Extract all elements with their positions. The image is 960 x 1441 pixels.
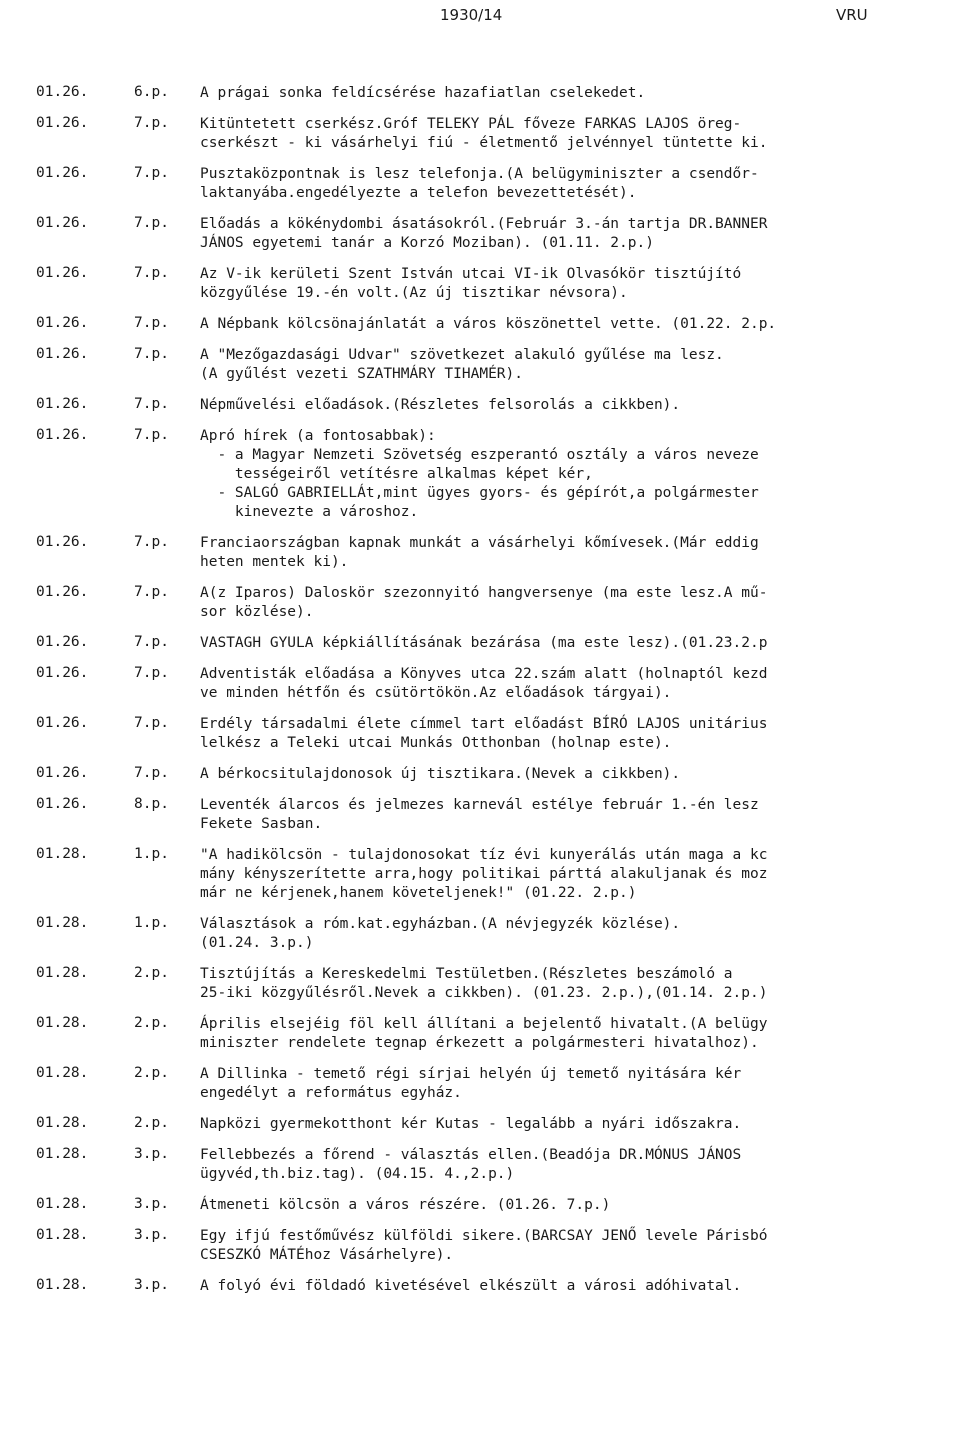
entry-date: 01.26. <box>36 215 89 231</box>
entry-date: 01.28. <box>36 1146 89 1162</box>
list-item <box>0 115 960 153</box>
entry-text: Egy ifjú festőművész külföldi sikere.(BARCSAY JENŐ levele Párisbó CSESZKÓ MÁTÉhoz Vásárhelyre). <box>200 1228 768 1263</box>
entry-text: Fellebbezés a főrend - választás ellen.(Beadója DR.MÓNUS JÁNOS ügyvéd,th.biz.tag). (04.15. 4.,2.p.) <box>200 1147 742 1182</box>
entry-text: Leventék álarcos és jelmezes karnevál estélye február 1.-én lesz Fekete Sasban. <box>200 797 759 832</box>
entry-date: 01.26. <box>36 796 89 812</box>
entry-page: 7.p. <box>134 715 169 731</box>
entry-text: A prágai sonka feldícsérése hazafiatlan cselekedet. <box>200 85 646 101</box>
list-item <box>0 165 960 203</box>
entry-date: 01.26. <box>36 165 89 181</box>
entry-text: Előadás a kökénydombi ásatásokról.(Február 3.-án tartja DR.BANNER JÁNOS egyetemi tanár a Korzó Moziban). (01.11. 2.p.) <box>200 216 768 251</box>
entry-page: 8.p. <box>134 796 169 812</box>
list-item <box>0 346 960 384</box>
entry-text: Apró hírek (a fontosabbak): - a Magyar Nemzeti Szövetség eszperantó osztály a város neveze tességeiről vetítésre alkalmas képet kér, - SALGÓ GABRIELLÁt,mint ügyes gyors- és gépírót,a polgármester kinevezte a városhoz. <box>200 428 759 520</box>
entry-date: 01.28. <box>36 1115 89 1131</box>
list-item <box>0 396 960 415</box>
entry-page: 2.p. <box>134 1115 169 1131</box>
list-item <box>0 1196 960 1215</box>
list-item <box>0 665 960 703</box>
entry-text: Április elsejéig föl kell állítani a bejelentő hivatalt.(A belügy miniszter rendelete tegnap érkezett a polgármesteri hivatalhoz). <box>200 1016 768 1051</box>
entry-page: 3.p. <box>134 1227 169 1243</box>
entry-page: 2.p. <box>134 1015 169 1031</box>
entry-page: 7.p. <box>134 346 169 362</box>
entry-date: 01.28. <box>36 1015 89 1031</box>
list-item <box>0 534 960 572</box>
entry-date: 01.28. <box>36 1196 89 1212</box>
entry-date: 01.26. <box>36 427 89 443</box>
entry-page: 7.p. <box>134 584 169 600</box>
entry-page: 1.p. <box>134 846 169 862</box>
entry-date: 01.26. <box>36 84 89 100</box>
list-item <box>0 84 960 103</box>
entry-text: Kitüntetett cserkész.Gróf TELEKY PÁL főveze FARKAS LAJOS öreg- cserkészt - ki vásárhelyi fiú - életmentő jelvénnyel tüntette ki. <box>200 116 768 151</box>
entry-list <box>0 84 960 1308</box>
entry-page: 3.p. <box>134 1196 169 1212</box>
entry-text: VASTAGH GYULA képkiállításának bezárása (ma este lesz).(01.23.2.p <box>200 635 768 651</box>
entry-date: 01.26. <box>36 534 89 550</box>
entry-text: "A hadikölcsön - tulajdonosokat tíz évi kunyerálás után maga a kc mány kényszerítette arra,hogy politikai párttá alakuljanak és moz már ne kérjenek,hanem követeljenek!" (01.22. 2.p.) <box>200 847 768 901</box>
entry-page: 7.p. <box>134 634 169 650</box>
list-item <box>0 265 960 303</box>
list-item <box>0 796 960 834</box>
list-item <box>0 315 960 334</box>
entry-date: 01.28. <box>36 846 89 862</box>
entry-date: 01.28. <box>36 965 89 981</box>
list-item <box>0 965 960 1003</box>
entry-text: Pusztaközpontnak is lesz telefonja.(A belügyminiszter a csendőr- laktanyába.engedélyezte a telefon bevezettetését). <box>200 166 759 201</box>
list-item <box>0 584 960 622</box>
entry-text: Franciaországban kapnak munkát a vásárhelyi kőmívesek.(Már eddig heten mentek ki). <box>200 535 759 570</box>
header-title: 1930/14 <box>440 6 503 24</box>
entry-text: Népművelési előadások.(Részletes felsorolás a cikkben). <box>200 397 681 413</box>
entry-date: 01.26. <box>36 765 89 781</box>
entry-page: 1.p. <box>134 915 169 931</box>
entry-page: 7.p. <box>134 315 169 331</box>
entry-text: A bérkocsitulajdonosok új tisztikara.(Nevek a cikkben). <box>200 766 681 782</box>
entry-date: 01.26. <box>36 346 89 362</box>
entry-text: Az V-ik kerületi Szent István utcai VI-ik Olvasókör tisztújító közgyűlése 19.-én volt.(Az új tisztikar névsora). <box>200 266 742 301</box>
list-item <box>0 915 960 953</box>
entry-page: 7.p. <box>134 665 169 681</box>
entry-date: 01.26. <box>36 634 89 650</box>
header-code: VRU <box>836 6 868 24</box>
entry-text: A Népbank kölcsönajánlatát a város köszönettel vette. (01.22. 2.p. <box>200 316 777 332</box>
entry-date: 01.26. <box>36 715 89 731</box>
list-item <box>0 846 960 903</box>
entry-date: 01.28. <box>36 1227 89 1243</box>
list-item <box>0 1065 960 1103</box>
list-item <box>0 1146 960 1184</box>
entry-date: 01.26. <box>36 665 89 681</box>
list-item <box>0 765 960 784</box>
entry-text: Adventisták előadása a Könyves utca 22.szám alatt (holnaptól kezd ve minden hétfőn és csütörtökön.Az előadások tárgyai). <box>200 666 768 701</box>
entry-page: 7.p. <box>134 396 169 412</box>
page-header <box>0 6 960 30</box>
entry-page: 2.p. <box>134 965 169 981</box>
list-item <box>0 715 960 753</box>
entry-page: 2.p. <box>134 1065 169 1081</box>
list-item <box>0 1015 960 1053</box>
entry-text: A folyó évi földadó kivetésével elkészült a városi adóhivatal. <box>200 1278 742 1294</box>
entry-page: 3.p. <box>134 1146 169 1162</box>
entry-page: 7.p. <box>134 427 169 443</box>
list-item <box>0 1115 960 1134</box>
entry-text: Erdély társadalmi élete címmel tart előadást BÍRÓ LAJOS unitárius lelkész a Teleki utcai Munkás Otthonban (holnap este). <box>200 716 768 751</box>
entry-text: A "Mezőgazdasági Udvar" szövetkezet alakuló gyűlése ma lesz. (A gyűlést vezeti SZATHMÁRY TIHAMÉR). <box>200 347 724 382</box>
list-item <box>0 634 960 653</box>
entry-date: 01.26. <box>36 115 89 131</box>
entry-page: 7.p. <box>134 165 169 181</box>
entry-text: A Dillinka - temető régi sírjai helyén új temető nyitására kér engedélyt a református egyház. <box>200 1066 742 1101</box>
entry-text: Tisztújítás a Kereskedelmi Testületben.(Részletes beszámoló a 25-iki közgyűlésről.Nevek a cikkben). (01.23. 2.p.),(01.14. 2.p.) <box>200 966 768 1001</box>
entry-text: A(z Iparos) Daloskör szezonnyitó hangversenye (ma este lesz.A mű- sor közlése). <box>200 585 768 620</box>
entry-date: 01.28. <box>36 1277 89 1293</box>
list-item <box>0 1277 960 1296</box>
entry-date: 01.26. <box>36 315 89 331</box>
entry-date: 01.26. <box>36 584 89 600</box>
list-item <box>0 427 960 522</box>
entry-page: 6.p. <box>134 84 169 100</box>
entry-text: Átmeneti kölcsön a város részére. (01.26. 7.p.) <box>200 1197 611 1213</box>
entry-page: 7.p. <box>134 265 169 281</box>
entry-page: 3.p. <box>134 1277 169 1293</box>
list-item <box>0 1227 960 1265</box>
entry-page: 7.p. <box>134 534 169 550</box>
entry-date: 01.28. <box>36 915 89 931</box>
entry-page: 7.p. <box>134 765 169 781</box>
entry-text: Választások a róm.kat.egyházban.(A névjegyzék közlése). (01.24. 3.p.) <box>200 916 681 951</box>
entry-page: 7.p. <box>134 215 169 231</box>
entry-text: Napközi gyermekotthont kér Kutas - legalább a nyári időszakra. <box>200 1116 742 1132</box>
entry-date: 01.26. <box>36 396 89 412</box>
entry-date: 01.26. <box>36 265 89 281</box>
entry-page: 7.p. <box>134 115 169 131</box>
list-item <box>0 215 960 253</box>
entry-date: 01.28. <box>36 1065 89 1081</box>
